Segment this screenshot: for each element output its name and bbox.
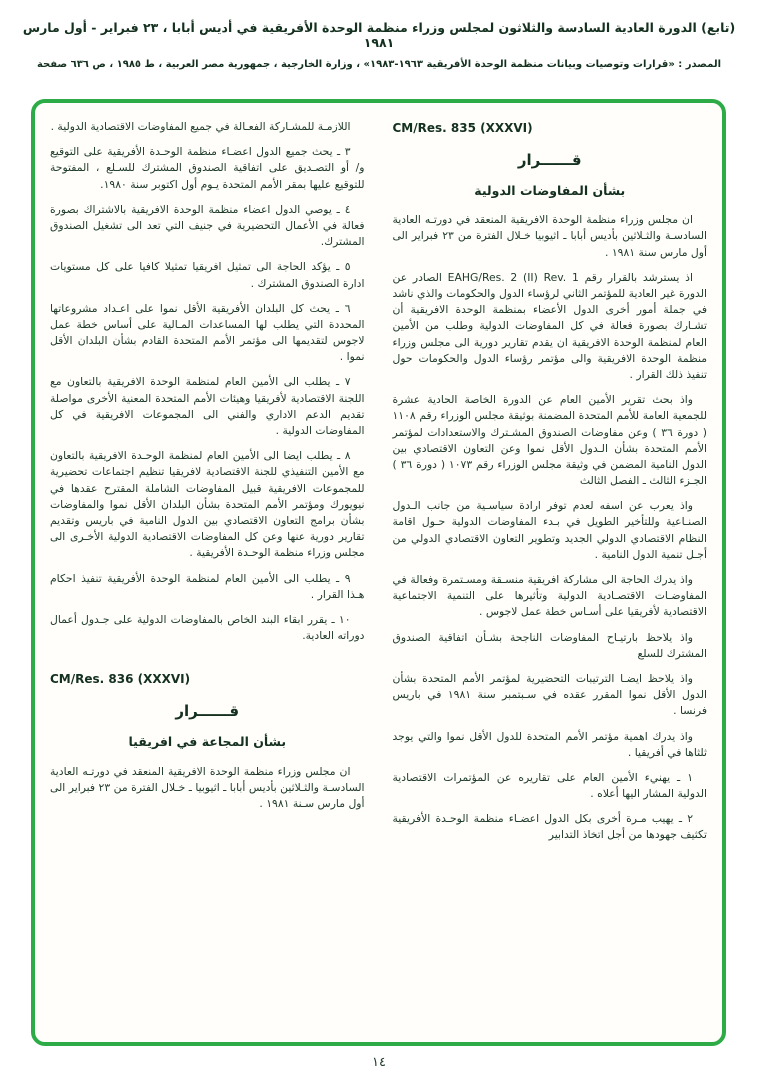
paragraph: اذ يسترشد بالقرار رقم EAHG/Res. 2 (II) Rev. 1 الصادر عن الدورة غير العادية للمؤتمر الثاني لرؤساء الدول والحكومات والذي ناشد في جملة أمور أخرى الدول الأعضاء بمنظمة الوحدة الافريقية أن تشـارك بصورة فعالة في كل المفاوضات الدولية وطلب من الأمين العام لمنظمة الوحدة الافريقية ان يقدم تقارير دورية الى مجلس وزراء منظمة الوحدة الافريقية والى مؤتمر رؤساء الدول والحكومات حول تنفيذ ذلك القرار . <box>392 270 707 381</box>
column-right-resolution-835 <box>393 119 708 1032</box>
resolution-836-subtitle: بشأن المجاعة في افريقيا <box>128 733 287 749</box>
header-source-note: المصدر : «قرارات وتوصيات وبيانات منظمة الوحدة الأفريقية ١٩٦٣-١٩٨٣» ، وزارة الخارجية ، جمهورية مصر العربية ، ط ١٩٨٥ ، ص ٦٣٦ صفحة <box>36 59 722 70</box>
resolution-835-title: قــــــرار <box>517 151 582 169</box>
content-frame <box>31 99 726 1046</box>
resolution-836-ref: CM/Res. 836 (XXXVI) <box>50 672 191 687</box>
paragraph: اللازمـة للمشـاركة الفعـالة في جميع المفاوضات الاقتصادية الدولية . <box>50 120 351 133</box>
paragraph: ١٠ ـ يقرر ابقاء البند الخاص بالمفاوضات الدولية على جـدول أعمال دوراته العادية. <box>50 612 365 643</box>
paragraph: واذ يدرك الحاجة الى مشاركة افريقية منسـقة ومسـتمرة وفعالة في المفاوضـات الاقتصـادية الدولية وتأثيرها على التنمية الاجتماعية الاقتصادية لأفريقيا على أسـاس خطة عمل لاجوس . <box>392 573 707 619</box>
paragraph: واذ بحث تقرير الأمين العام عن الدورة الخاصة الحادية عشرة للجمعية العامة للأمم المتحدة المضمنة بوثيقة مجلس الوزراء رقم ١١٠٨ ( دورة ٣٦ ) وعن مفاوضات الصندوق المشـترك والاستعدادات لمؤتمر الأمم المتحدة بشأن الـدول الأقل نموا وعن التعاون الاقتصادي بين الدول النامية المضمن في وثيقة مجلس الوزراء رقم ١٠٧٣ ( دورة ٣٦ ) الجـزء الثالث ـ الفصل الثالث <box>392 393 708 488</box>
paragraph: واذ يدرك اهمية مؤتمر الأمم المتحدة للدول الأقل نموا والتي يوجد ثلثاها في أفريقيا . <box>392 729 707 759</box>
paragraph: واذ يعرب عن اسفه لعدم توفر ارادة سياسـية من جانب الـدول الصنـاعية وللتأخير الطويل في بـدء المفاوضات الدولية حـول اقامة النظام الاقتصادي الدولي الجديد وتطوير التعاون الاقتصادي الدولي من أجـل تنمية الدول النامية . <box>392 499 707 561</box>
paragraph: ٩ ـ يطلب الى الأمين العام لمنظمة الوحدة الأفريقية تنفيذ احكام هـذا القرار . <box>50 571 365 601</box>
paragraph: ١ ـ يهنيء الأمين العام على تقاريره عن المؤتمرات الاقتصادية الدولية المشار اليها أعلاه . <box>392 770 707 801</box>
two-column-layout <box>50 119 707 1032</box>
paragraph: ٣ ـ يحث جميع الدول اعضـاء منظمة الوحـدة الأفريقية على التوقيع و/ أو التصـديق على اتفاقية الصندوق المشترك للسـلع ، المفتوحة للتوقيع عليها بمقر الأمم المتحدة يـوم أول اكتوبر سنة ١٩٨٠. <box>50 145 365 191</box>
paragraph: واذ يلاحظ ايضـا الترتيبات التحضيرية لمؤتمر الأمم المتحدة بشأن الدول الأقل نموا المقرر عقده في سـبتمبر سنة ١٩٨١ في باريس فرنسا . <box>392 671 707 718</box>
resolution-835-subtitle: بشأن المفاوضات الدولية <box>474 182 626 198</box>
paragraph: ٦ ـ يحث كل البلدان الأفريقية الأقل نموا على اعـداد مشروعاتها المحددة التي يطلب لها المساعدات المـالية على أساس خطة عمل لاجوس لتقديمها الى مؤتمر الأمم المتحدة القادم بشأن البلدان الأقل نموا . <box>50 301 365 364</box>
paragraph: ان مجلس وزراء منظمة الوحدة الافريقية المنعقد في دورتـه العادية السادسـة والثـلاثين بأديس أبابا ـ اثيوبيا ـ خـلال الفترة من ٢٣ فبراير الى أول مارس سـنة ١٩٨١ . <box>50 764 365 810</box>
paragraph: ٤ ـ يوصي الدول اعضاء منظمة الوحدة الافريقية بالاشتراك بصورة فعالة في الأعمال التحضيرية في جنيف التي تعد الى تشغيل الصندوق المشترك. <box>50 202 365 249</box>
header-session-title: (تابع) الدورة العادية السادسة والثلاثون لمجلس وزراء منظمة الوحدة الأفريقية في أديس أبابا ، ٢٣ فبراير - أول مارس ١٩٨١ <box>22 20 736 50</box>
paragraph: ٨ ـ يطلب ايضا الى الأمين العام لمنظمة الوحـدة الافريقية بالتعاون مع الأمين التنفيذي للجنة الاقتصادية لافريقيا تنظيم اجتماعات تحضيرية للمجموعات الافريقية قبيل المفاوضات الشاملة المقترح عقدها في نيويورك ومؤتمر الأمم المتحدة بشأن البلدان الأقل نموا والمفاوضات بشأن برامج التعاون الاقتصادي بين الدول النامية في باريس وتقديم تقارير دورية عنها وعن كل المفاوضات الاقتصادية الدولية الأخـرى الى مجلس وزراء منظمة الوحـدة الأفريقية . <box>50 449 365 560</box>
paragraph: واذ يلاحظ بارتيـاح المفاوضات الناجحة بشـأن اتفاقية الصندوق المشترك للسلع <box>392 630 707 660</box>
paragraph: ٥ ـ يؤكد الحاجة الى تمثيل افريقيا تمثيلا كافيا على كل مستويات ادارة الصندوق المشترك . <box>50 260 365 290</box>
resolution-836-block <box>50 670 365 812</box>
paragraph: ٧ ـ يطلب الى الأمين العام لمنظمة الوحدة الافريقية بالتعاون مع اللجنة الاقتصادية لأفريقيا وهيئات الأمم المتحدة المعنية الأخرى مواصلة تقديم الدعم الاداري والفني الى المجموعات الافريقية في كل المفاوضات الدولية . <box>50 375 365 437</box>
paragraph: ان مجلس وزراء منظمة الوحدة الافريقية المنعقد في دورتـه العادية السادسـة والثـلاثين بأديس أبابا ـ اثيوبيا خـلال الفترة من ٢٣ فبراير الى أول مارس سنة ١٩٨١ . <box>392 213 707 259</box>
paragraph: ٢ ـ يهيب مـرة أخرى بكل الدول اعضـاء منظمة الوحـدة الأفريقية تكثيف جهودها من أجل اتخاذ التدابير <box>392 812 707 842</box>
resolution-836-title: قــــــرار <box>175 702 240 721</box>
page-number: ١٤ <box>372 1055 386 1070</box>
resolution-835-ref: CM/Res. 835 (XXXVI) <box>392 121 533 135</box>
column-left-continuation <box>50 119 365 1032</box>
page-header <box>0 0 758 70</box>
